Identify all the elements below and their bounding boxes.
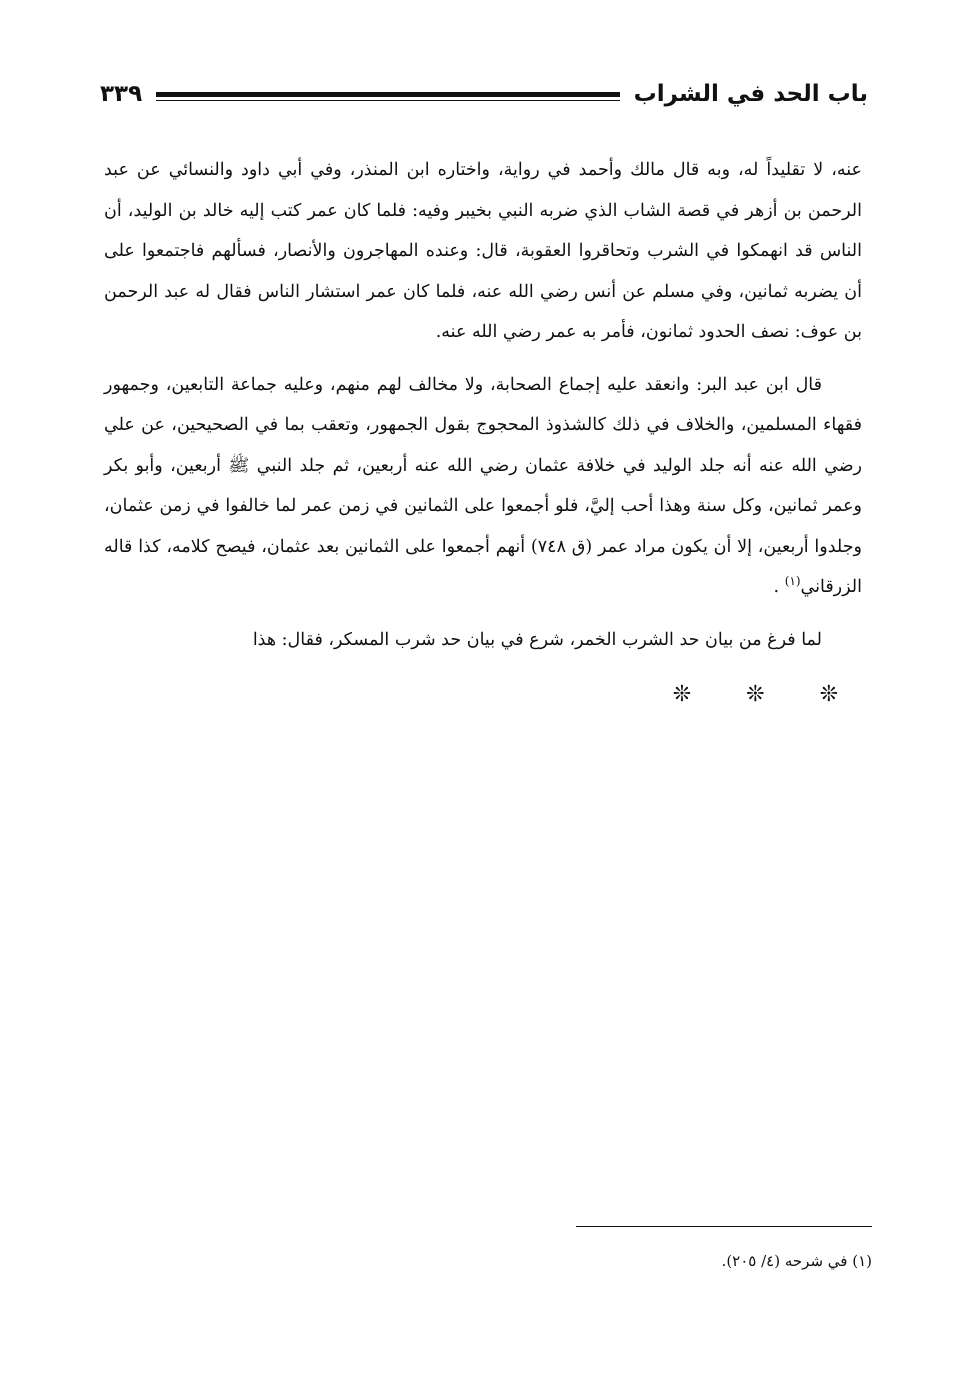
chapter-title: باب الحد في الشراب [633,81,868,107]
footnote-1: (١) في شرحه (٤/ ٢٠٥). [721,1252,872,1270]
page-number: ٣٣٩ [100,81,143,107]
main-text [104,150,862,710]
header-rule [156,92,620,97]
paragraph-2-text: قال ابن عبد البر: وانعقد عليه إجماع الصحابة، ولا مخالف لهم منهم، وعليه جماعة التابعين، وجمهور فقهاء المسلمين، والخلاف في ذلك كالشذوذ المحجوج بقول الجمهور، وتعقب بما في الصحيحين، عن علي رضي الله عنه أنه جلد الوليد في خلافة عثمان رضي الله عنه أربعين، ثم جلد النبي ﷺ أربعين، وأبو بكر وعمر ثمانين، وكل سنة وهذا أحب إليَّ، فلو أجمعوا على الثمانين في زمن عمر لما خالفوا في زمن عثمان، وجلدوا أربعين، إلا أن يكون مراد عمر (ق ٧٤٨) أنهم أجمعوا على الثمانين بعد عثمان، فيصح كلامه، كذا قاله الزرقاني [104,374,862,597]
footnote-rule [576,1226,872,1227]
paragraph-2 [104,365,862,608]
footnote-reference: (١) [784,574,801,589]
asterisk-ornament-icon: ❊ [746,682,765,707]
section-separator [104,680,862,710]
running-header [100,72,868,116]
paragraph-2-end: . [773,577,780,597]
asterisk-ornament-icon: ❊ [672,682,692,707]
paragraph-3: لما فرغ من بيان حد الشرب الخمر، شرع في بيان حد شرب المسكر، فقال: هذا [252,629,822,650]
paragraph-1: عنه، لا تقليداً له، وبه قال مالك وأحمد في رواية، واختاره ابن المنذر، وفي أبي داود والنسائي عن عبد الرحمن بن أزهر في قصة الشاب الذي ضربه النبي بخيبر وفيه: فلما كان عمر كتب إليه خالد بن الوليد، أن الناس قد انهمكوا في الشرب وتحاقروا العقوبة، قال: وعنده المهاجرون والأنصار، فسألهم فاجتمعوا على أن يضربه ثمانين، وفي مسلم عن أنس رضي الله عنه، فلما كان عمر استشار الناس فقال له عبد الرحمن بن عوف: نصف الحدود ثمانون، فأمر به عمر رضي الله عنه. [104,160,862,342]
asterisk-ornament-icon: ❊ [819,682,838,707]
